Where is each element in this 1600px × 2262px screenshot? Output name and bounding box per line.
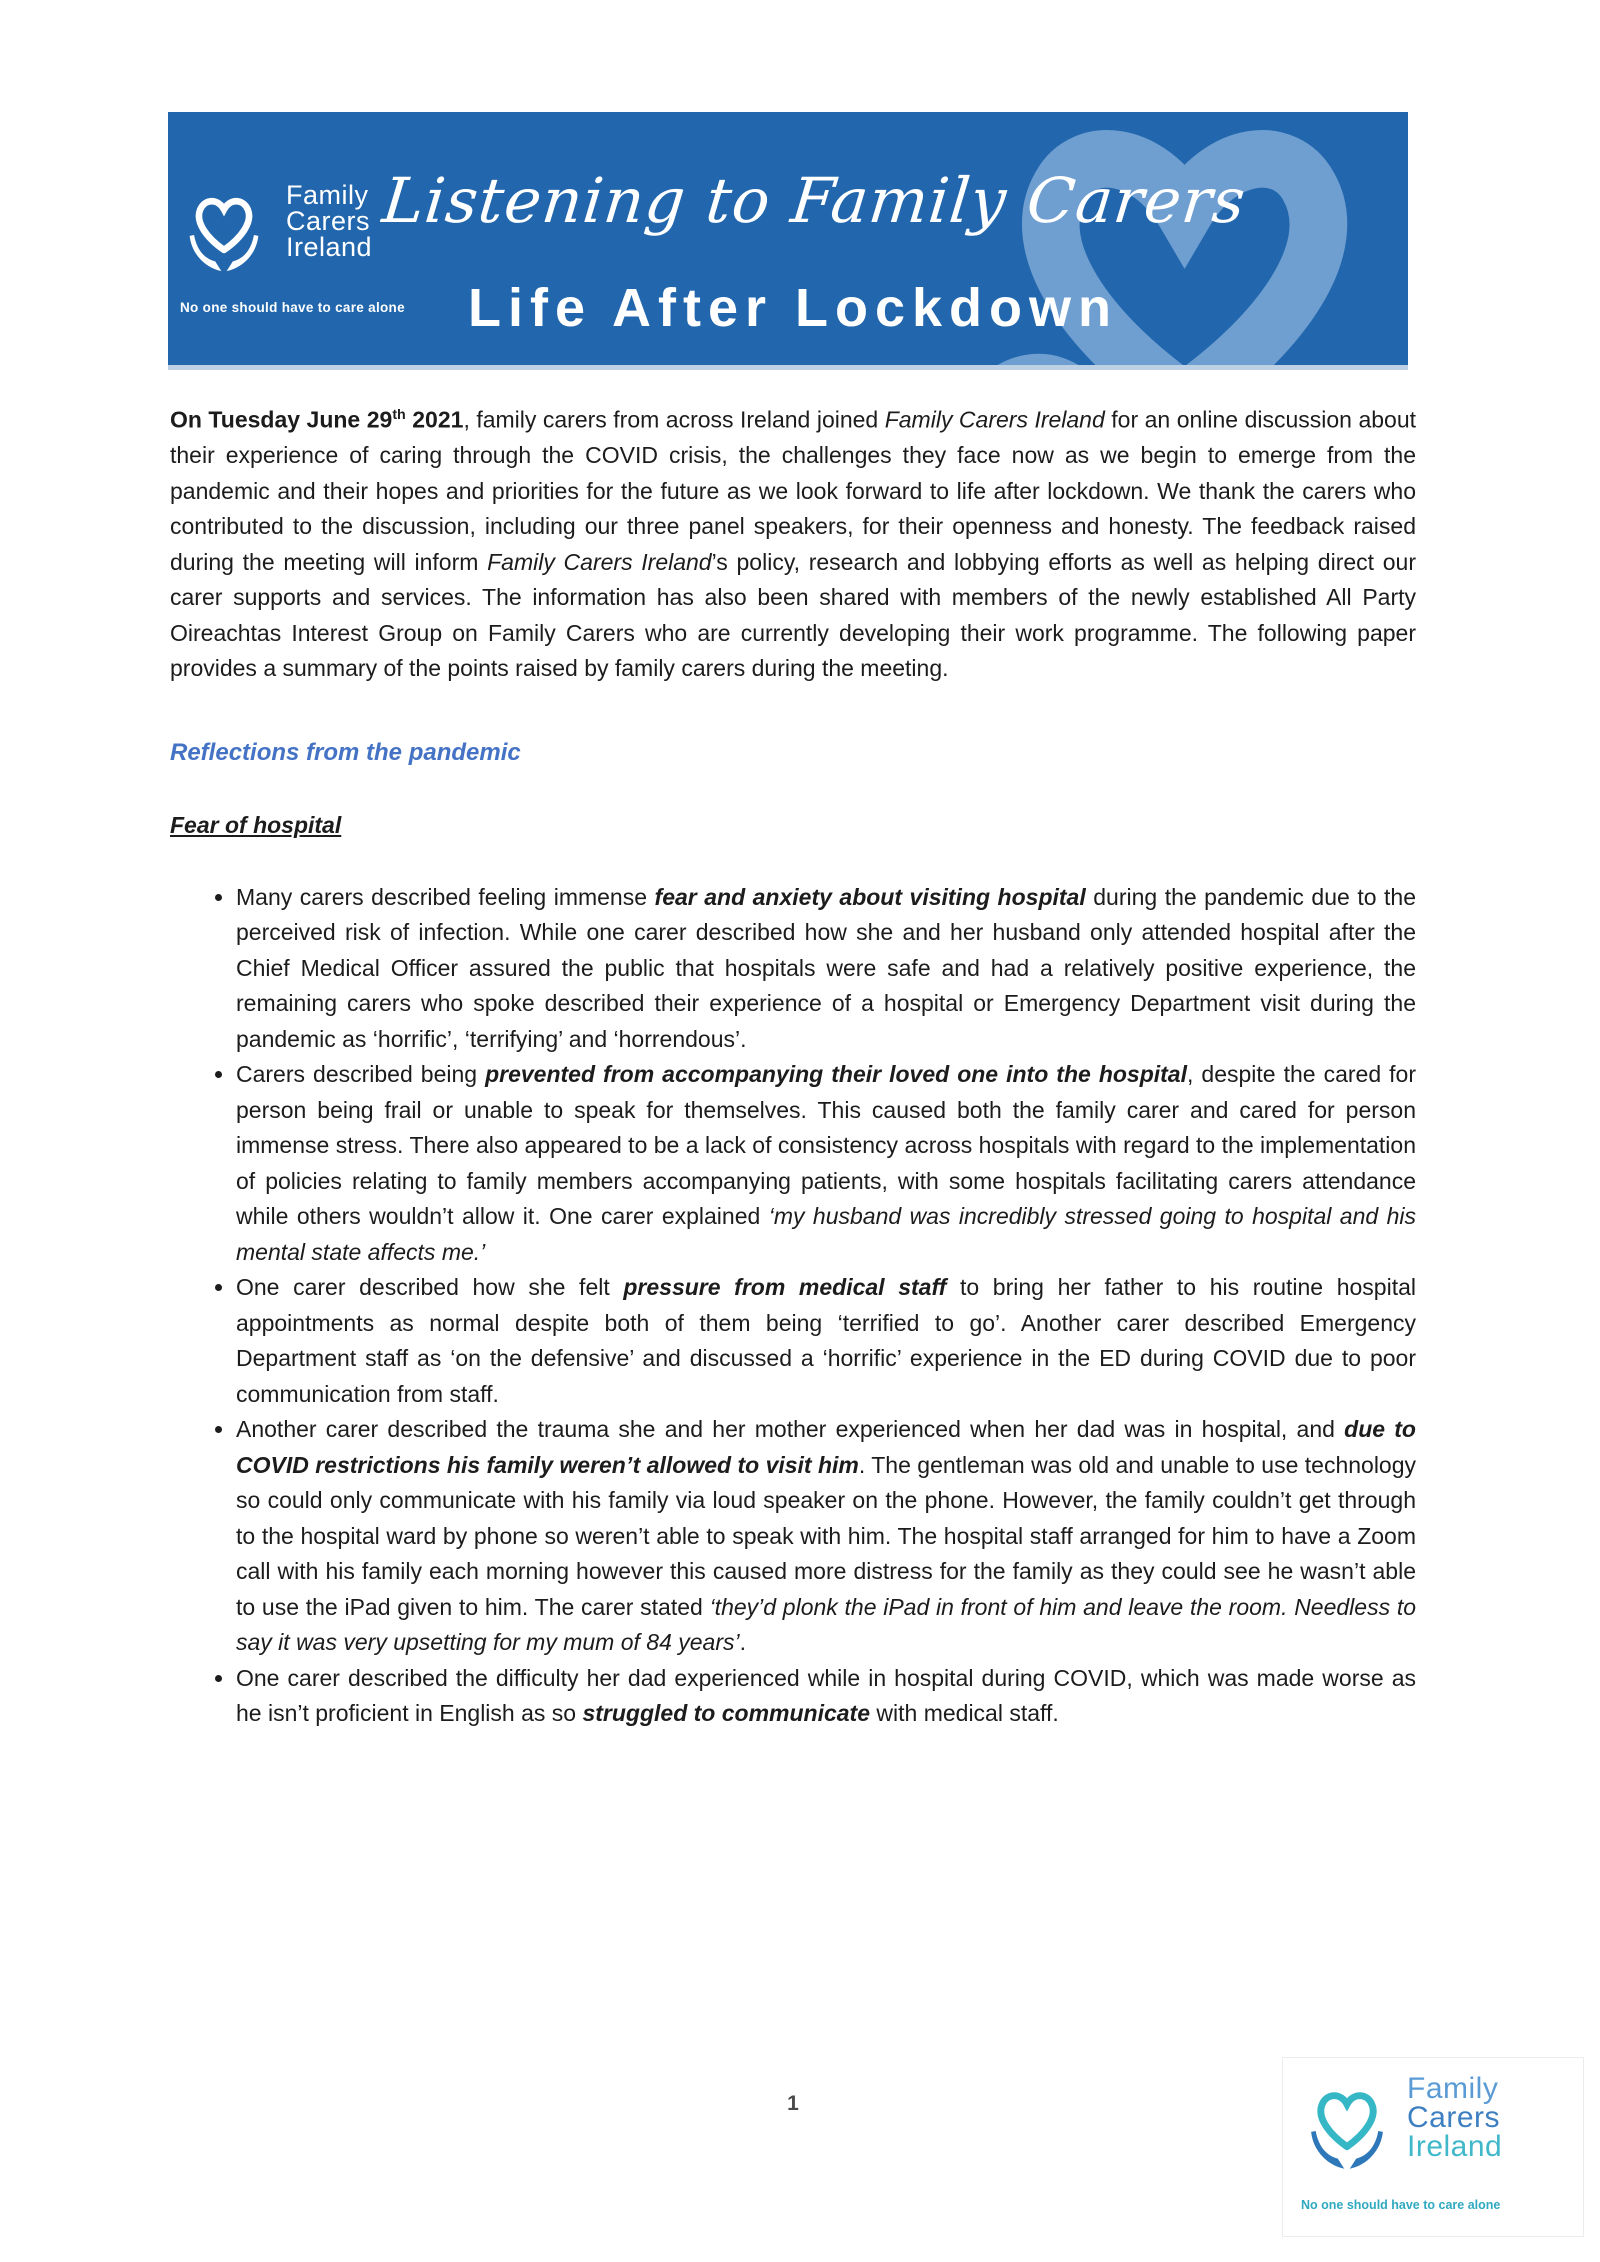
bullet-item: • One carer described how she felt pressure from medical staff to bring her father to his routine hospital appointments as normal despite both of them being ‘terrified to go’. Another carer described Emergency Department staff as ‘on the defensive’ and discussed a ‘horrific’ experience in the ED during COVID due to poor communication from staff. xyxy=(236,1270,1416,1412)
logo-word-family: Family xyxy=(286,180,369,210)
intro-paragraph: On Tuesday June 29th 2021, family carers from across Ireland joined Family Carers Ireland for an online discussion about their experience of caring through the COVID crisis, the challenges they face now as we begin to emerge from the pandemic and their hopes and priorities for the future as we look forward to life after lockdown. We thank the carers who contributed to the discussion, including our three panel speakers, for their openness and honesty. The feedback raised during the meeting will inform Family Carers Ireland’s policy, research and lobbying efforts as well as helping direct our carer supports and services. The information has also been shared with members of the newly established All Party Oireachtas Interest Group on Family Carers who are currently developing their work programme. The following paper provides a summary of the points raised by family carers during the meeting. xyxy=(170,406,1417,682)
banner-subtitle: Life After Lockdown xyxy=(468,278,1119,338)
page-number: 1 xyxy=(787,2092,799,2115)
bullet-item: • One carer described the difficulty her dad experienced while in hospital during COVID, which was made worse as he isn’t proficient in English as so struggled to communicate with medical staff. xyxy=(236,1661,1416,1732)
logo-word-carers: Carers xyxy=(1407,2101,1501,2134)
banner-script-title: Listening to Family Carers xyxy=(379,164,1250,237)
logo-word-ireland: Ireland xyxy=(1407,2130,1503,2163)
heart-hands-logo-icon xyxy=(180,176,268,294)
bullet-item: • Carers described being prevented from accompanying their loved one into the hospital, despite the cared for person being frail or unable to speak for themselves. This caused both the family carer and cared for person immense stress. There also appeared to be a lack of consistency across hospitals with regard to the implementation of policies relating to family members accompanying patients, with some hospitals facilitating carers attendance while others wouldn’t allow it. One carer explained ‘my husband was incredibly stressed going to hospital and his mental state affects me.’ xyxy=(236,1057,1416,1270)
sub-heading-fear-of-hospital: Fear of hospital xyxy=(170,812,342,839)
document-body xyxy=(170,398,1416,1732)
logo-wordmark xyxy=(286,176,372,260)
header-banner xyxy=(168,112,1408,370)
logo-word-ireland: Ireland xyxy=(286,232,373,262)
bullet-item: • Many carers described feeling immense fear and anxiety about visiting hospital during the pandemic due to the perceived risk of infection. While one carer described how she and her husband only attended hospital after the Chief Medical Officer assured the public that hospitals were safe and had a relatively positive experience, the remaining carers who spoke described their experience of a hospital or Emergency Department visit during the pandemic as ‘horrific’, ‘terrifying’ and ‘horrendous’. xyxy=(236,880,1416,1058)
section-heading-reflections: Reflections from the pandemic xyxy=(170,738,521,766)
logo-tagline: No one should have to care alone xyxy=(180,300,405,315)
logo-wordmark xyxy=(1407,2072,1502,2161)
logo-tagline: No one should have to care alone xyxy=(1301,2198,1501,2212)
footer-logo xyxy=(1282,2057,1584,2237)
bullet-list xyxy=(170,880,1416,1732)
header-logo xyxy=(180,176,405,315)
logo-word-carers: Carers xyxy=(286,206,371,236)
heart-hands-logo-icon xyxy=(1301,2072,1393,2190)
logo-word-family: Family xyxy=(1407,2072,1499,2105)
bullet-item: • Another carer described the trauma she and her mother experienced when her dad was in hospital, and due to COVID restrictions his family weren’t allowed to visit him. The gentleman was old and unable to use technology so could only communicate with his family via loud speaker on the phone. However, the family couldn’t get through to the hospital ward by phone so weren’t able to speak with him. The hospital staff arranged for him to have a Zoom call with his family each morning however this caused more distress for the family as they could see he wasn’t able to use the iPad given to him. The carer stated ‘they’d plonk the iPad in front of him and leave the room. Needless to say it was very upsetting for my mum of 84 years’. xyxy=(236,1412,1416,1661)
